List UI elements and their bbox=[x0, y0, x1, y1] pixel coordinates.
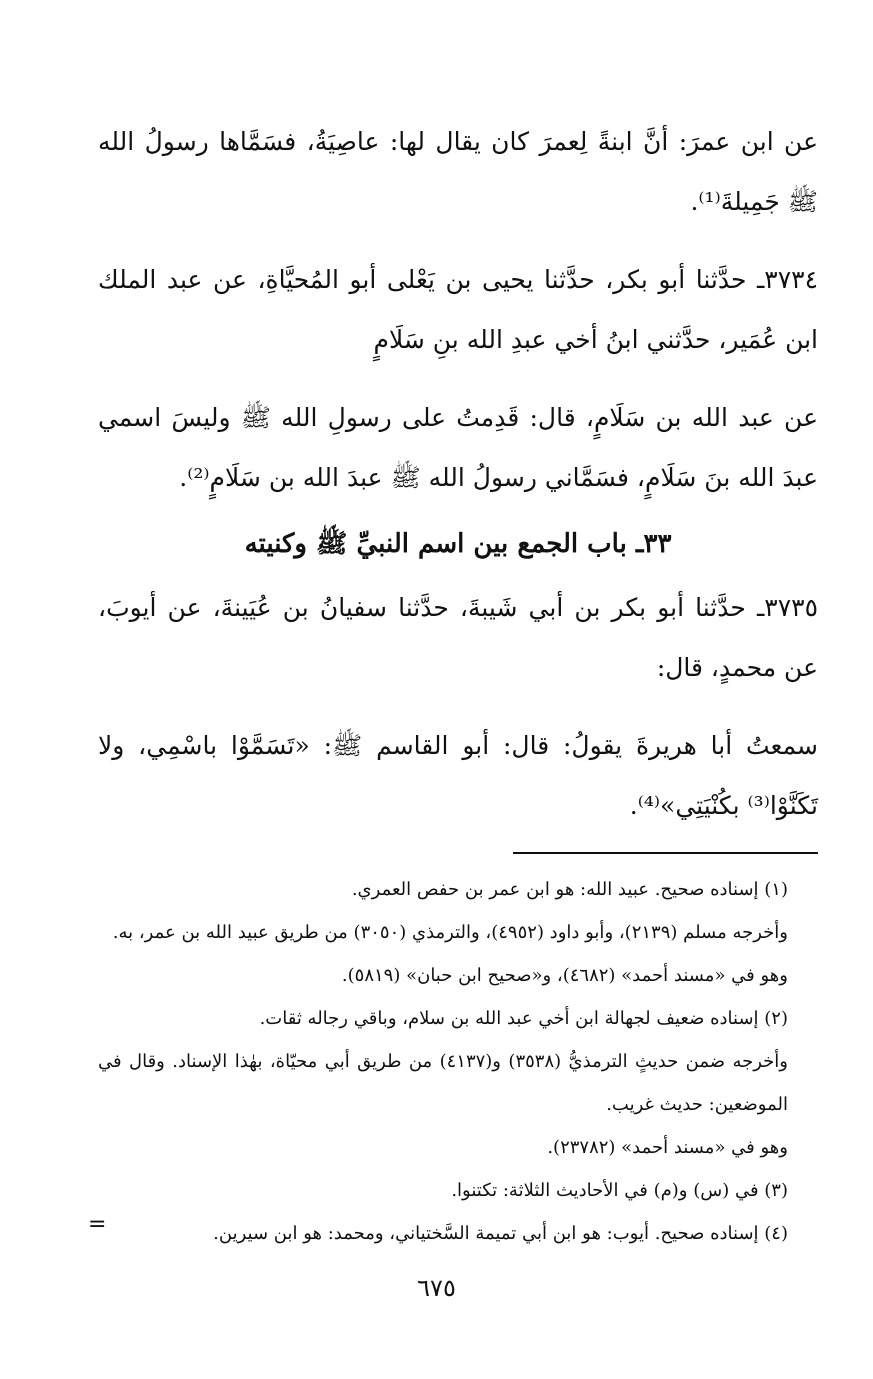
hadith-text-2: عن عبد الله بن سَلَامٍ، قال: قَدِمتُ على رسولِ الله ﷺ وليسَ اسمي عبدَ الله بنَ سَلَامٍ، فسَمَّاني رسولُ الله ﷺ عبدَ الله بن سَلَامٍ⁽²⁾. bbox=[98, 403, 818, 492]
hadith-isnad-3734: ٣٧٣٤ـ حدَّثنا أبو بكر، حدَّثنا يحيى بن يَعْلى أبو المُحيَّاةِ، عن عبد الملك ابن عُمَير، حدَّثني ابنُ أخي عبدِ الله بنِ سَلَامٍ bbox=[98, 265, 818, 354]
footnote-2-cont: وأخرجه ضمن حديثٍ الترمذيُّ (٣٥٣٨) و(٤١٣٧) من طريق أبي محيّاة، بهٰذا الإسناد. وقال في الموضعين: حديث غريب. bbox=[98, 1051, 788, 1115]
footnote-1-cont: وأخرجه مسلم (٢١٣٩)، وأبو داود (٤٩٥٢)، والترمذي (٣٠٥٠) من طريق عبيد الله بن عمر، به. bbox=[112, 922, 788, 943]
footnote-divider bbox=[513, 852, 818, 854]
hadith-text-1: عن ابن عمرَ: أنَّ ابنةً لِعمرَ كان يقال لها: عاصِيَةُ، فسَمَّاها رسولُ الله ﷺ جَمِيلةَ⁽¹⁾. bbox=[98, 127, 818, 216]
page-body bbox=[98, 112, 818, 1255]
footnote-2: (٢) إسناده ضعيف لجهالة ابن أخي عبد الله بن سلام، وباقي رجاله ثقات. bbox=[259, 1008, 788, 1029]
continuation-marker: = bbox=[88, 1212, 107, 1237]
footnotes bbox=[98, 868, 818, 1255]
hadith-text-3: سمعتُ أبا هريرةَ يقولُ: قال: أبو القاسم ﷺ: «تَسَمَّوْا باسْمِي، ولا تَكَنَّوْا⁽³⁾ بكُنْيَتِي»⁽⁴⁾. bbox=[98, 731, 818, 820]
footnote-1: (١) إسناده صحيح. عبيد الله: هو ابن عمر بن حفص العمري. bbox=[351, 879, 788, 900]
footnote-3: (٣) في (س) و(م) في الأحاديث الثلاثة: تكتنوا. bbox=[451, 1180, 788, 1201]
footnote-1-ref: وهو في «مسند أحمد» (٤٦٨٢)، و«صحيح ابن حبان» (٥٨١٩). bbox=[341, 965, 788, 986]
footnote-4: (٤) إسناده صحيح. أيوب: هو ابن أبي تميمة السَّختياني، ومحمد: هو ابن سيرين. bbox=[213, 1223, 788, 1244]
page-number: ٦٧٥ bbox=[417, 1274, 456, 1302]
hadith-isnad-3735: ٣٧٣٥ـ حدَّثنا أبو بكر بن أبي شَيبةَ، حدَّثنا سفيانُ بن عُيَينةَ، عن أيوبَ، عن محمدٍ، قال: bbox=[98, 593, 818, 682]
footnote-2-ref: وهو في «مسند أحمد» (٢٣٧٨٢). bbox=[547, 1137, 788, 1158]
chapter-heading: ٣٣ـ باب الجمع بين اسم النبيِّ ﷺ وكنيته bbox=[244, 529, 672, 559]
